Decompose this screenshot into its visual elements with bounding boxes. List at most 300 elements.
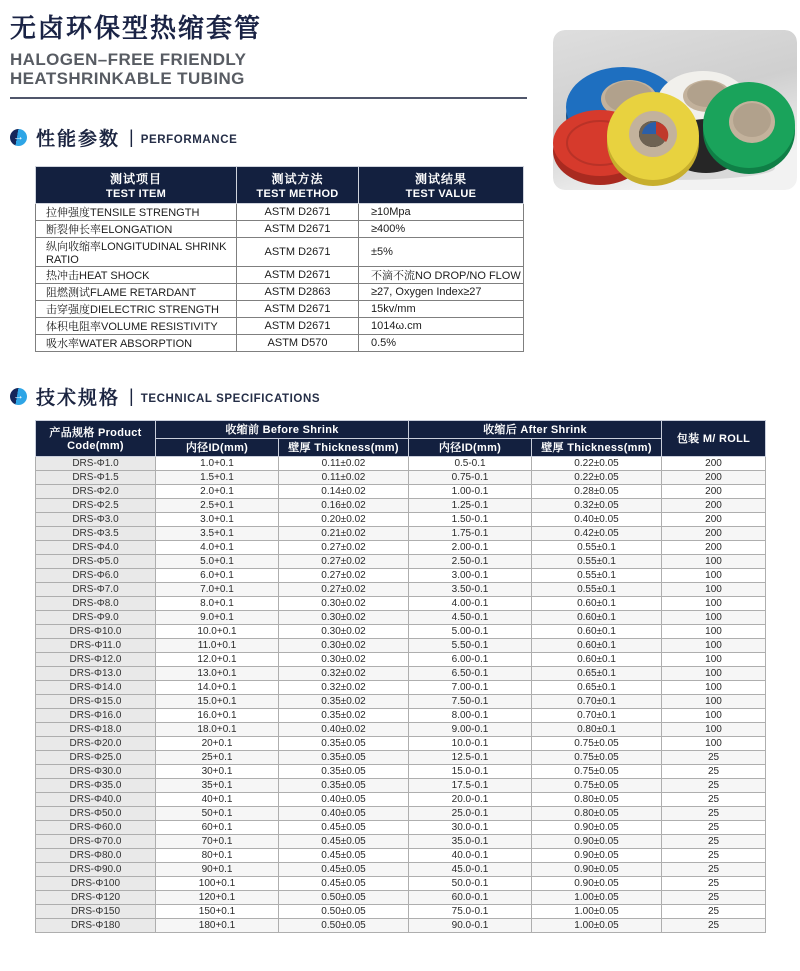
table-cell: 0.32±0.05 [532,498,662,512]
table-row [36,484,766,498]
table-cell: 0.80±0.1 [532,722,662,736]
table-cell: 0.11±0.02 [279,456,409,470]
table-cell: 0.45±0.05 [279,876,409,890]
table-cell: 12.0+0.1 [156,652,279,666]
table-row [36,694,766,708]
table-cell: 35+0.1 [156,778,279,792]
table-cell: DRS-Φ5.0 [36,554,156,568]
table-cell: 60.0-0.1 [409,890,532,904]
table-cell: 120+0.1 [156,890,279,904]
table-row [36,890,766,904]
table-cell: 1.25-0.1 [409,498,532,512]
table-cell: 7.0+0.1 [156,582,279,596]
table-cell: 200 [662,470,766,484]
table-row [36,596,766,610]
heading-separator: | [129,127,134,148]
group-before-shrink: 收缩前 Before Shrink [156,420,409,438]
table-cell: 0.14±0.02 [279,484,409,498]
table-cell: 0.40±0.02 [279,722,409,736]
table-cell: 0.45±0.05 [279,820,409,834]
table-cell: 0.60±0.1 [532,596,662,610]
table-cell: 8.0+0.1 [156,596,279,610]
table-cell: 3.5+0.1 [156,526,279,540]
table-row [36,778,766,792]
table-cell: 热冲击HEAT SHOCK [36,266,237,283]
table-cell: 6.00-0.1 [409,652,532,666]
table-cell: DRS-Φ40.0 [36,792,156,806]
table-cell: DRS-Φ20.0 [36,736,156,750]
table-cell: DRS-Φ13.0 [36,666,156,680]
table-row [36,652,766,666]
table-cell: 0.16±0.02 [279,498,409,512]
table-cell: 10.0-0.1 [409,736,532,750]
table-cell: DRS-Φ16.0 [36,708,156,722]
col-after-id: 内径ID(mm) [409,438,532,456]
table-cell: 阻燃测试FLAME RETARDANT [36,283,237,300]
subtitle-line-2: HEATSHRINKABLE TUBING [10,68,245,88]
table-cell: 90.0-0.1 [409,918,532,932]
table-cell: 0.55±0.1 [532,568,662,582]
table-cell: DRS-Φ12.0 [36,652,156,666]
table-cell: 25 [662,750,766,764]
table-cell: DRS-Φ14.0 [36,680,156,694]
specs-heading-en: TECHNICAL SPECIFICATIONS [140,392,321,405]
table-cell: 不滴不流NO DROP/NO FLOW [359,266,524,283]
performance-heading-en: PERFORMANCE [140,133,238,146]
table-row [36,220,524,237]
table-cell: ASTM D2671 [237,203,359,220]
table-row [36,540,766,554]
table-cell: 0.11±0.02 [279,470,409,484]
col-product-code-en: Product Code(mm) [67,427,142,453]
table-cell: 0.75±0.05 [532,778,662,792]
table-cell: 25 [662,890,766,904]
table-cell: 10.0+0.1 [156,624,279,638]
col-test-value [359,166,524,203]
table-cell: 1.00±0.05 [532,918,662,932]
table-cell: 20.0-0.1 [409,792,532,806]
table-row [36,708,766,722]
table-row [36,582,766,596]
table-cell: 0.90±0.05 [532,834,662,848]
table-cell: 180+0.1 [156,918,279,932]
table-row [36,317,524,334]
table-cell: DRS-Φ120 [36,890,156,904]
table-row [36,470,766,484]
table-row [36,918,766,932]
table-cell: 吸水率WATER ABSORPTION [36,334,237,351]
table-cell: 100 [662,722,766,736]
table-cell: 100 [662,624,766,638]
arrow-glyph: → [13,390,24,403]
table-cell: 纵向收缩率LONGITUDINAL SHRINK RATIO [36,237,237,266]
table-cell: 0.35±0.02 [279,708,409,722]
table-cell: 25 [662,848,766,862]
table-cell: 0.35±0.05 [279,764,409,778]
arrow-glyph: → [13,131,24,144]
table-cell: 0.55±0.1 [532,554,662,568]
col-pack [662,420,766,456]
table-cell: 0.22±0.05 [532,470,662,484]
table-cell: DRS-Φ10.0 [36,624,156,638]
table-row [36,820,766,834]
table-cell: DRS-Φ60.0 [36,820,156,834]
table-cell: 0.5-0.1 [409,456,532,470]
table-cell: 0.27±0.02 [279,540,409,554]
table-cell: 0.30±0.02 [279,652,409,666]
product-photo [553,30,797,190]
table-cell: 14.0+0.1 [156,680,279,694]
table-cell: 0.28±0.05 [532,484,662,498]
table-cell: DRS-Φ30.0 [36,764,156,778]
table-cell: DRS-Φ80.0 [36,848,156,862]
table-row [36,680,766,694]
table-cell: 25 [662,806,766,820]
table-cell: 0.90±0.05 [532,876,662,890]
table-cell: 0.30±0.02 [279,638,409,652]
table-cell: 0.60±0.1 [532,638,662,652]
table-cell: 0.70±0.1 [532,694,662,708]
table-cell: 100 [662,610,766,624]
table-cell: DRS-Φ35.0 [36,778,156,792]
table-row [36,610,766,624]
table-cell: 30.0-0.1 [409,820,532,834]
table-cell: 20+0.1 [156,736,279,750]
table-row [36,722,766,736]
table-row [36,750,766,764]
performance-table [35,166,524,352]
table-cell: 0.70±0.1 [532,708,662,722]
table-cell: 3.50-0.1 [409,582,532,596]
table-cell: 2.00-0.1 [409,540,532,554]
table-cell: DRS-Φ100 [36,876,156,890]
table-cell: 40+0.1 [156,792,279,806]
table-cell: 0.21±0.02 [279,526,409,540]
table-cell: 100 [662,680,766,694]
table-cell: ≥27, Oxygen Index≥27 [359,283,524,300]
table-cell: 1014ω.cm [359,317,524,334]
table-cell: 50.0-0.1 [409,876,532,890]
table-cell: 200 [662,526,766,540]
table-cell: DRS-Φ11.0 [36,638,156,652]
table-cell: ASTM D2671 [237,237,359,266]
table-row [36,456,766,470]
table-cell: 5.50-0.1 [409,638,532,652]
table-cell: 0.40±0.05 [279,792,409,806]
specs-header-row-1 [36,420,766,438]
arrow-circle-icon [10,129,27,146]
table-cell: 2.50-0.1 [409,554,532,568]
table-cell: ≥400% [359,220,524,237]
group-after-shrink: 收缩后 After Shrink [409,420,662,438]
col-test-value-en: TEST VALUE [405,187,477,200]
table-cell: 0.20±0.02 [279,512,409,526]
table-cell: 0.32±0.02 [279,680,409,694]
table-cell: 4.00-0.1 [409,596,532,610]
col-test-method-cn: 测试方法 [271,171,324,186]
table-cell: 100 [662,582,766,596]
table-cell: 200 [662,498,766,512]
table-cell: 12.5-0.1 [409,750,532,764]
table-cell: ≥10Mpa [359,203,524,220]
table-row [36,862,766,876]
col-test-method-en: TEST METHOD [256,187,339,200]
table-cell: 25 [662,792,766,806]
table-cell: 25 [662,876,766,890]
table-cell: DRS-Φ90.0 [36,862,156,876]
performance-header-row [36,166,524,203]
table-cell: 0.55±0.1 [532,582,662,596]
subtitle-line-1: HALOGEN–FREE FRIENDLY [10,49,247,69]
table-cell: 60+0.1 [156,820,279,834]
table-cell: 25 [662,778,766,792]
table-cell: DRS-Φ180 [36,918,156,932]
table-row [36,904,766,918]
table-cell: 100 [662,652,766,666]
table-cell: 0.75±0.05 [532,764,662,778]
table-cell: 0.22±0.05 [532,456,662,470]
table-cell: 200 [662,512,766,526]
table-row [36,283,524,300]
table-cell: DRS-Φ7.0 [36,582,156,596]
table-cell: 1.0+0.1 [156,456,279,470]
table-cell: 8.00-0.1 [409,708,532,722]
col-test-method [237,166,359,203]
table-row [36,666,766,680]
table-cell: 100+0.1 [156,876,279,890]
tubing-rolls-illustration [553,30,797,190]
table-cell: 15.0-0.1 [409,764,532,778]
table-cell: DRS-Φ15.0 [36,694,156,708]
table-cell: ASTM D2671 [237,300,359,317]
table-cell: 1.5+0.1 [156,470,279,484]
table-cell: 25 [662,918,766,932]
table-cell: 6.0+0.1 [156,568,279,582]
col-before-thickness: 壁厚 Thickness(mm) [279,438,409,456]
table-cell: 断裂伸长率ELONGATION [36,220,237,237]
table-row [36,876,766,890]
table-cell: 0.60±0.1 [532,610,662,624]
table-cell: 0.30±0.02 [279,596,409,610]
table-cell: DRS-Φ2.5 [36,498,156,512]
table-cell: 0.45±0.05 [279,834,409,848]
table-cell: 100 [662,638,766,652]
col-pack-cn: 包装 [676,433,700,446]
table-cell: 200 [662,456,766,470]
table-row [36,736,766,750]
table-cell: DRS-Φ50.0 [36,806,156,820]
table-cell: 0.55±0.1 [532,540,662,554]
table-cell: 0.75-0.1 [409,470,532,484]
table-cell: 0.27±0.02 [279,554,409,568]
table-cell: 100 [662,694,766,708]
table-row [36,237,524,266]
table-cell: 0.50±0.05 [279,890,409,904]
table-cell: 0.65±0.1 [532,666,662,680]
table-cell: 0.80±0.05 [532,806,662,820]
col-before-id: 内径ID(mm) [156,438,279,456]
table-cell: 0.35±0.05 [279,778,409,792]
table-cell: DRS-Φ18.0 [36,722,156,736]
table-row [36,266,524,283]
table-cell: 0.75±0.05 [532,750,662,764]
table-cell: 25 [662,904,766,918]
table-row [36,526,766,540]
table-cell: 0.27±0.02 [279,582,409,596]
table-cell: DRS-Φ1.0 [36,456,156,470]
table-cell: 7.50-0.1 [409,694,532,708]
table-cell: 0.45±0.05 [279,848,409,862]
table-cell: 200 [662,484,766,498]
table-cell: 100 [662,666,766,680]
table-cell: DRS-Φ4.0 [36,540,156,554]
table-cell: 75.0-0.1 [409,904,532,918]
table-cell: 6.50-0.1 [409,666,532,680]
table-cell: DRS-Φ2.0 [36,484,156,498]
table-cell: 0.45±0.05 [279,862,409,876]
table-cell: 16.0+0.1 [156,708,279,722]
col-test-item-en: TEST ITEM [105,187,167,200]
table-cell: DRS-Φ8.0 [36,596,156,610]
table-cell: 0.80±0.05 [532,792,662,806]
table-cell: 0.35±0.05 [279,736,409,750]
table-cell: DRS-Φ150 [36,904,156,918]
table-cell: 3.0+0.1 [156,512,279,526]
table-row [36,498,766,512]
heading-separator: | [129,386,134,407]
table-row [36,638,766,652]
table-cell: 0.50±0.05 [279,904,409,918]
table-cell: 35.0-0.1 [409,834,532,848]
table-row [36,568,766,582]
table-cell: 3.00-0.1 [409,568,532,582]
table-cell: 0.35±0.05 [279,750,409,764]
table-cell: 4.0+0.1 [156,540,279,554]
specs-table-body [36,456,766,932]
table-cell: 1.00-0.1 [409,484,532,498]
table-cell: 9.00-0.1 [409,722,532,736]
page-title: 无卤环保型热缩套管 [10,13,263,43]
table-cell: 0.42±0.05 [532,526,662,540]
table-cell: 0.65±0.1 [532,680,662,694]
table-cell: 0.75±0.05 [532,736,662,750]
specs-table [35,420,766,933]
table-cell: 0.30±0.02 [279,624,409,638]
table-cell: 0.60±0.1 [532,624,662,638]
table-cell: 0.40±0.05 [532,512,662,526]
table-cell: 50+0.1 [156,806,279,820]
table-cell: 击穿强度DIELECTRIC STRENGTH [36,300,237,317]
arrow-circle-icon [10,388,27,405]
table-cell: 100 [662,554,766,568]
table-cell: ±5% [359,237,524,266]
table-cell: 80+0.1 [156,848,279,862]
col-product-code-cn: 产品规格 [49,427,95,440]
table-row [36,792,766,806]
table-cell: 2.0+0.1 [156,484,279,498]
table-cell: 25.0-0.1 [409,806,532,820]
table-cell: 15.0+0.1 [156,694,279,708]
table-cell: 0.27±0.02 [279,568,409,582]
table-cell: ASTM D570 [237,334,359,351]
col-test-item [36,166,237,203]
table-cell: 0.5% [359,334,524,351]
table-row [36,300,524,317]
table-row [36,624,766,638]
table-cell: 100 [662,708,766,722]
table-cell: 2.5+0.1 [156,498,279,512]
table-cell: 25 [662,862,766,876]
table-cell: DRS-Φ3.5 [36,526,156,540]
col-pack-en: M/ ROLL [702,433,751,446]
table-cell: 1.75-0.1 [409,526,532,540]
table-cell: ASTM D2863 [237,283,359,300]
table-cell: 40.0-0.1 [409,848,532,862]
table-cell: 25 [662,820,766,834]
table-cell: 25 [662,834,766,848]
table-cell: 0.40±0.05 [279,806,409,820]
table-row [36,848,766,862]
table-cell: 4.50-0.1 [409,610,532,624]
table-cell: DRS-Φ6.0 [36,568,156,582]
table-cell: 1.00±0.05 [532,890,662,904]
table-cell: 30+0.1 [156,764,279,778]
table-row [36,806,766,820]
table-cell: 体积电阻率VOLUME RESISTIVITY [36,317,237,334]
table-cell: 18.0+0.1 [156,722,279,736]
table-row [36,764,766,778]
table-cell: DRS-Φ9.0 [36,610,156,624]
table-cell: 100 [662,568,766,582]
performance-heading-cn: 性能参数 [36,129,121,151]
col-test-item-cn: 测试项目 [109,171,162,186]
table-cell: 200 [662,540,766,554]
table-row [36,512,766,526]
specs-heading-cn: 技术规格 [36,388,121,410]
table-cell: ASTM D2671 [237,220,359,237]
table-cell: 90+0.1 [156,862,279,876]
table-cell: DRS-Φ70.0 [36,834,156,848]
table-row [36,554,766,568]
table-row [36,834,766,848]
header-divider [10,97,527,99]
table-cell: 0.30±0.02 [279,610,409,624]
table-cell: ASTM D2671 [237,317,359,334]
table-cell: 0.90±0.05 [532,820,662,834]
table-cell: 0.50±0.05 [279,918,409,932]
table-cell: 11.0+0.1 [156,638,279,652]
table-cell: 0.90±0.05 [532,862,662,876]
col-after-thickness: 壁厚 Thickness(mm) [532,438,662,456]
performance-table-body [36,203,524,351]
table-cell: DRS-Φ25.0 [36,750,156,764]
table-cell: 1.00±0.05 [532,904,662,918]
table-cell: ASTM D2671 [237,266,359,283]
table-cell: 150+0.1 [156,904,279,918]
table-cell: 9.0+0.1 [156,610,279,624]
table-cell: 25+0.1 [156,750,279,764]
col-product-code [36,420,156,456]
table-cell: DRS-Φ3.0 [36,512,156,526]
table-cell: 13.0+0.1 [156,666,279,680]
table-row [36,203,524,220]
table-cell: 25 [662,764,766,778]
table-cell: 拉伸强度TENSILE STRENGTH [36,203,237,220]
table-cell: 5.00-0.1 [409,624,532,638]
table-cell: 0.90±0.05 [532,848,662,862]
table-cell: 0.32±0.02 [279,666,409,680]
table-cell: 7.00-0.1 [409,680,532,694]
